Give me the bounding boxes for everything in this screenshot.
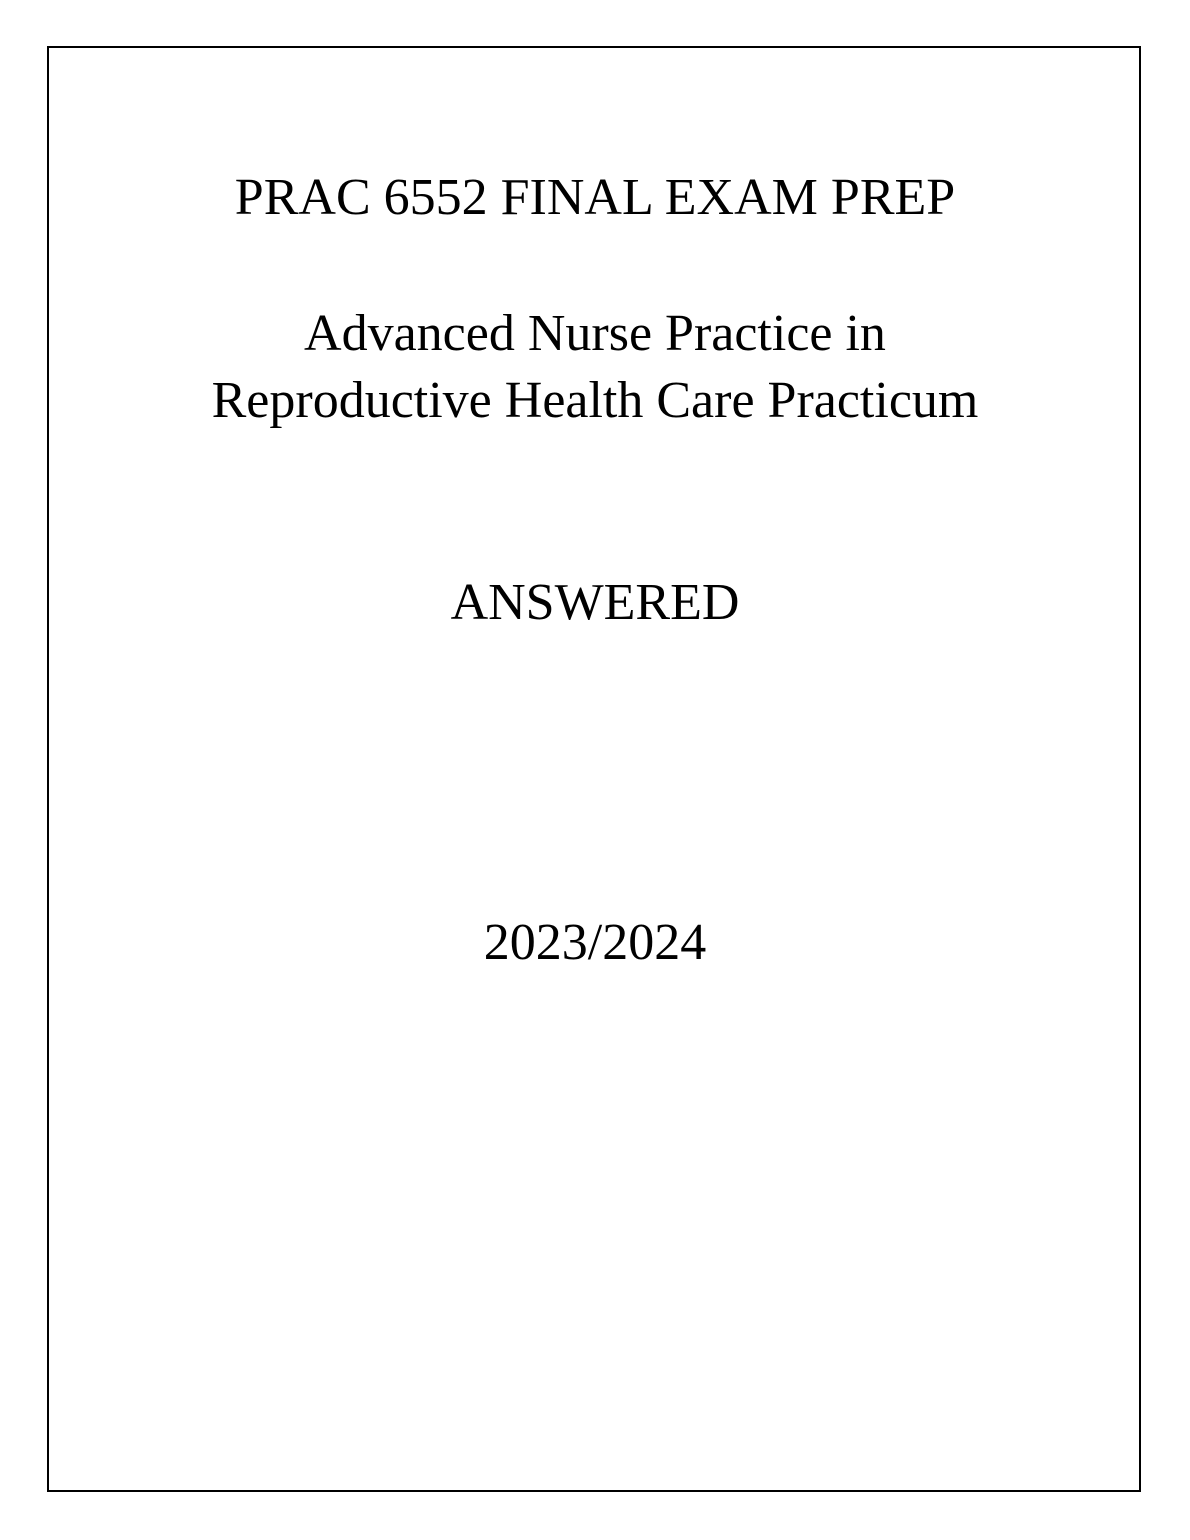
course-name-line-1: Advanced Nurse Practice in (304, 305, 886, 362)
academic-year: 2023/2024 (483, 914, 707, 971)
answered-status: ANSWERED (450, 574, 740, 631)
page-border-frame (47, 46, 1141, 1492)
document-title: PRAC 6552 FINAL EXAM PREP (234, 169, 956, 226)
course-name-line-2: Reproductive Health Care Practicum (211, 372, 979, 429)
